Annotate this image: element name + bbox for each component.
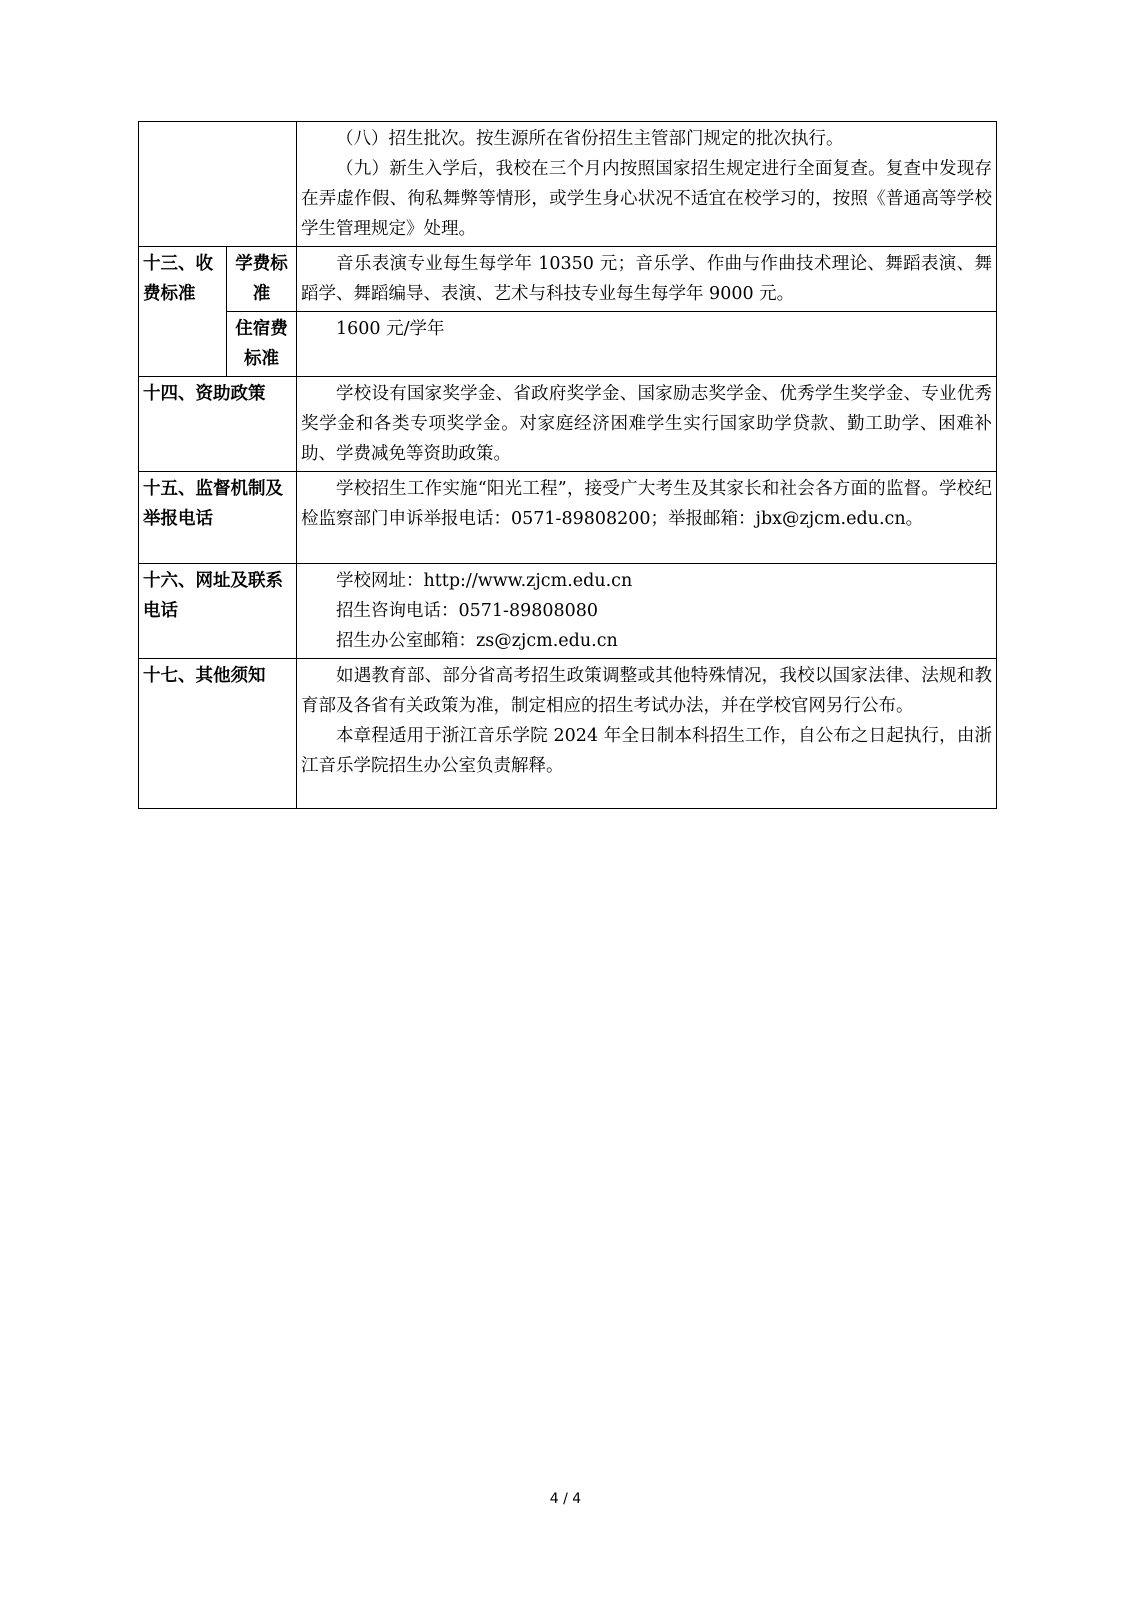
aid-heading: 十四、资助政策 xyxy=(139,377,297,472)
page-number: 4 / 4 xyxy=(549,1491,582,1507)
other-heading: 十七、其他须知 xyxy=(139,659,297,809)
phone-line: 招生咨询电话：0571-89808080 xyxy=(336,601,599,621)
email-line: 招生办公室邮箱：zs@zjcm.edu.cn xyxy=(336,631,618,651)
other-cell xyxy=(297,659,997,809)
website-line: 学校网址：http://www.zjcm.edu.cn xyxy=(336,571,633,591)
supervision-heading: 十五、监督机制及举报电话 xyxy=(139,472,297,564)
table-row-aid xyxy=(139,377,997,472)
tuition-label: 学费标准 xyxy=(227,247,297,312)
aid-text: 学校设有国家奖学金、省政府奖学金、国家励志奖学金、优秀学生奖学金、专业优秀奖学金和各类专项奖学金。对家庭经济困难学生实行国家助学贷款、勤工助学、困难补助、学费减免等资助政策。 xyxy=(301,384,992,464)
other-text-2: 本章程适用于浙江音乐学院 2024 年全日制本科招生工作，自公布之日起执行，由浙江音乐学院招生办公室负责解释。 xyxy=(301,726,992,776)
lodging-text: 1600 元/学年 xyxy=(336,319,445,339)
table-row-other xyxy=(139,659,997,809)
clause-nine: （九）新生入学后，我校在三个月内按照国家招生规定进行全面复查。复查中发现存在弄虚作假、徇私舞弊等情形，或学生身心状况不适宜在校学习的，按照《普通高等学校学生管理规定》处理。 xyxy=(301,159,992,239)
tuition-text: 音乐表演专业每生每学年 10350 元；音乐学、作曲与作曲技术理论、舞蹈表演、舞蹈学、舞蹈编导、表演、艺术与科技专业每生每学年 9000 元。 xyxy=(301,254,992,304)
aid-cell xyxy=(297,377,997,472)
clause-eight: （八）招生批次。按生源所在省份招生主管部门规定的批次执行。 xyxy=(336,129,844,149)
table-row-lodging xyxy=(139,312,997,377)
lodging-cell xyxy=(297,312,997,377)
supervision-text: 学校招生工作实施“阳光工程”，接受广大考生及其家长和社会各方面的监督。学校纪检监察部门申诉举报电话：0571-89808200；举报邮箱：jbx@zjcm.edu.cn。 xyxy=(301,479,992,529)
fees-heading: 十三、收费标准 xyxy=(139,247,227,377)
lodging-label: 住宿费标准 xyxy=(227,312,297,377)
tuition-cell xyxy=(297,247,997,312)
contact-heading: 十六、网址及联系电话 xyxy=(139,564,297,659)
table-row-tuition xyxy=(139,247,997,312)
admissions-table xyxy=(138,121,997,809)
table-row-continuation xyxy=(139,122,997,247)
supervision-cell xyxy=(297,472,997,564)
continuation-cell xyxy=(297,122,997,247)
table-row-contact xyxy=(139,564,997,659)
other-text-1: 如遇教育部、部分省高考招生政策调整或其他特殊情况，我校以国家法律、法规和教育部及各省有关政策为准，制定相应的招生考试办法，并在学校官网另行公布。 xyxy=(301,666,992,716)
empty-heading-cell xyxy=(139,122,297,247)
table-row-supervision xyxy=(139,472,997,564)
contact-cell xyxy=(297,564,997,659)
